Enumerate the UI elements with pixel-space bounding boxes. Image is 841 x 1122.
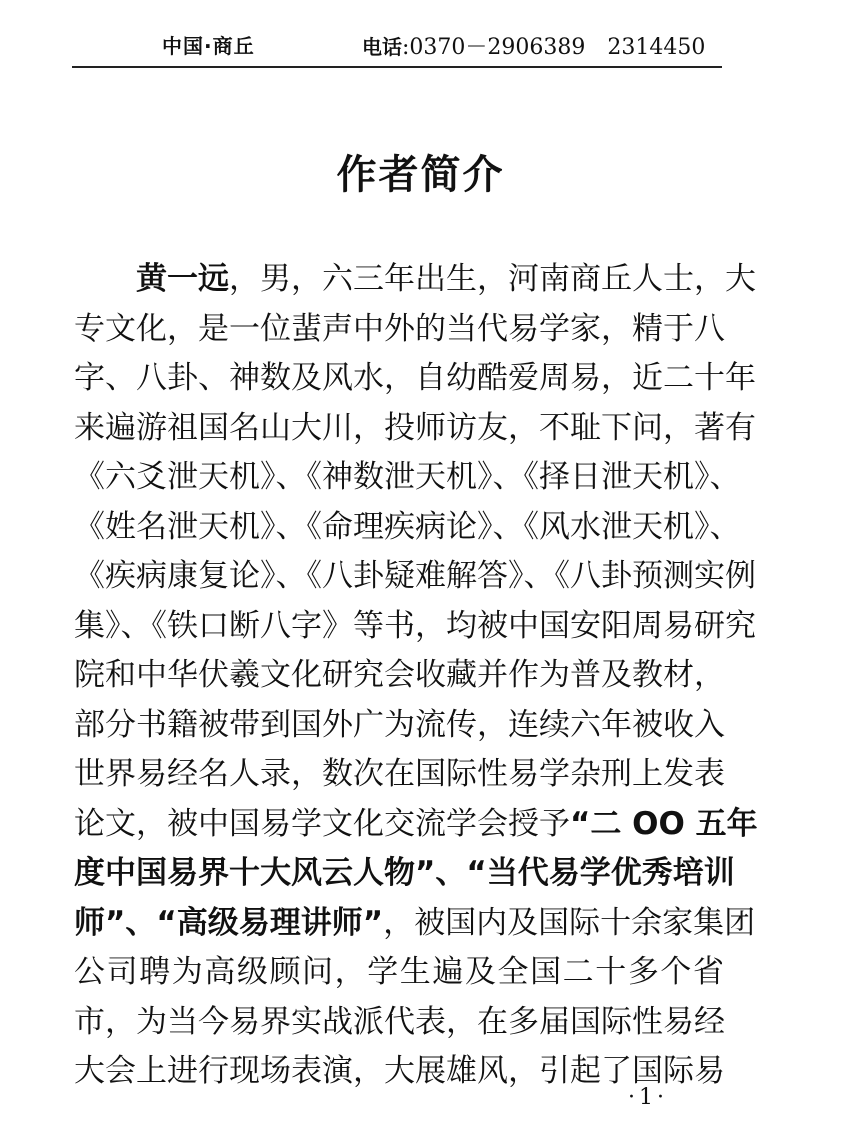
text-line <box>74 750 724 800</box>
text-segment: 部分书籍被带到国外广为流传，连续六年被收入 <box>74 706 725 743</box>
text-segment: ，被国内及国际十余家集团 <box>383 904 756 941</box>
page-title: 作者简介 <box>336 152 505 198</box>
text-segment: ，男，六三年出生，河南商丘人士，大 <box>229 261 756 297</box>
text-line <box>74 453 741 503</box>
text-line <box>74 404 756 454</box>
text-line <box>74 701 724 751</box>
text-line <box>74 998 724 1048</box>
text-segment: 论文，被中国易学文化交流学会授予 <box>74 805 570 842</box>
text-line <box>74 800 758 850</box>
text-line <box>74 651 724 701</box>
page-number: ·1· <box>628 1085 668 1110</box>
text-line <box>74 849 735 899</box>
text-segment: 专文化，是一位蜚声中外的当代易学家，精于八 <box>74 310 725 347</box>
header-phone <box>362 30 705 61</box>
text-line <box>74 354 756 404</box>
text-segment: 字、八卦、神数及风水，自幼酷爱周易，近二十年 <box>74 360 756 396</box>
text-line <box>74 552 756 602</box>
text-line <box>74 1047 724 1097</box>
page-header <box>72 22 722 68</box>
header-phone-label: 电话 <box>362 35 402 59</box>
text-segment: 院和中华伏羲文化研究会收藏并作为普及教材， <box>74 657 725 693</box>
header-location: 中国·商丘 <box>162 34 255 58</box>
text-segment: 《疾病康复论》、《八卦疑难解答》、《八卦预测实例 <box>74 558 756 594</box>
text-segment: 公司聘为高级顾问，学生遍及全国二十多个省 <box>74 954 724 990</box>
text-segment: 集》、《铁口断八字》等书，均被中国安阳周易研究 <box>74 607 756 644</box>
text-line <box>74 602 756 652</box>
text-line <box>74 503 741 553</box>
header-phone-numbers: :0370－2906389 2314450 <box>402 35 706 60</box>
text-segment: 大会上进行现场表演，大展雄风，引起了国际易 <box>74 1053 725 1089</box>
bold-text-segment: 度中国易界十大风云人物”、“当代易学优秀培训 <box>74 855 735 891</box>
text-segment: 市，为当今易界实战派代表，在多届国际性易经 <box>74 1003 725 1040</box>
text-segment: 《六爻泄天机》、《神数泄天机》、《择日泄天机》、 <box>74 459 741 495</box>
text-segment: 《姓名泄天机》、《命理疾病论》、《风水泄天机》、 <box>74 508 741 545</box>
text-line <box>74 948 724 998</box>
author-bio-text <box>74 255 758 1097</box>
text-segment: 世界易经名人录，数次在国际性易学杂刑上发表 <box>74 756 725 792</box>
bold-text-segment: 黄一远 <box>136 261 229 297</box>
bold-text-segment: 师”、“高级易理讲师” <box>74 904 384 941</box>
text-line <box>74 899 756 949</box>
text-line <box>74 255 756 305</box>
bold-text-segment: “二 OO 五年 <box>570 805 758 842</box>
text-segment: 来遍游祖国名山大川，投师访友，不耻下问，著有 <box>74 409 756 446</box>
text-line <box>74 305 724 355</box>
